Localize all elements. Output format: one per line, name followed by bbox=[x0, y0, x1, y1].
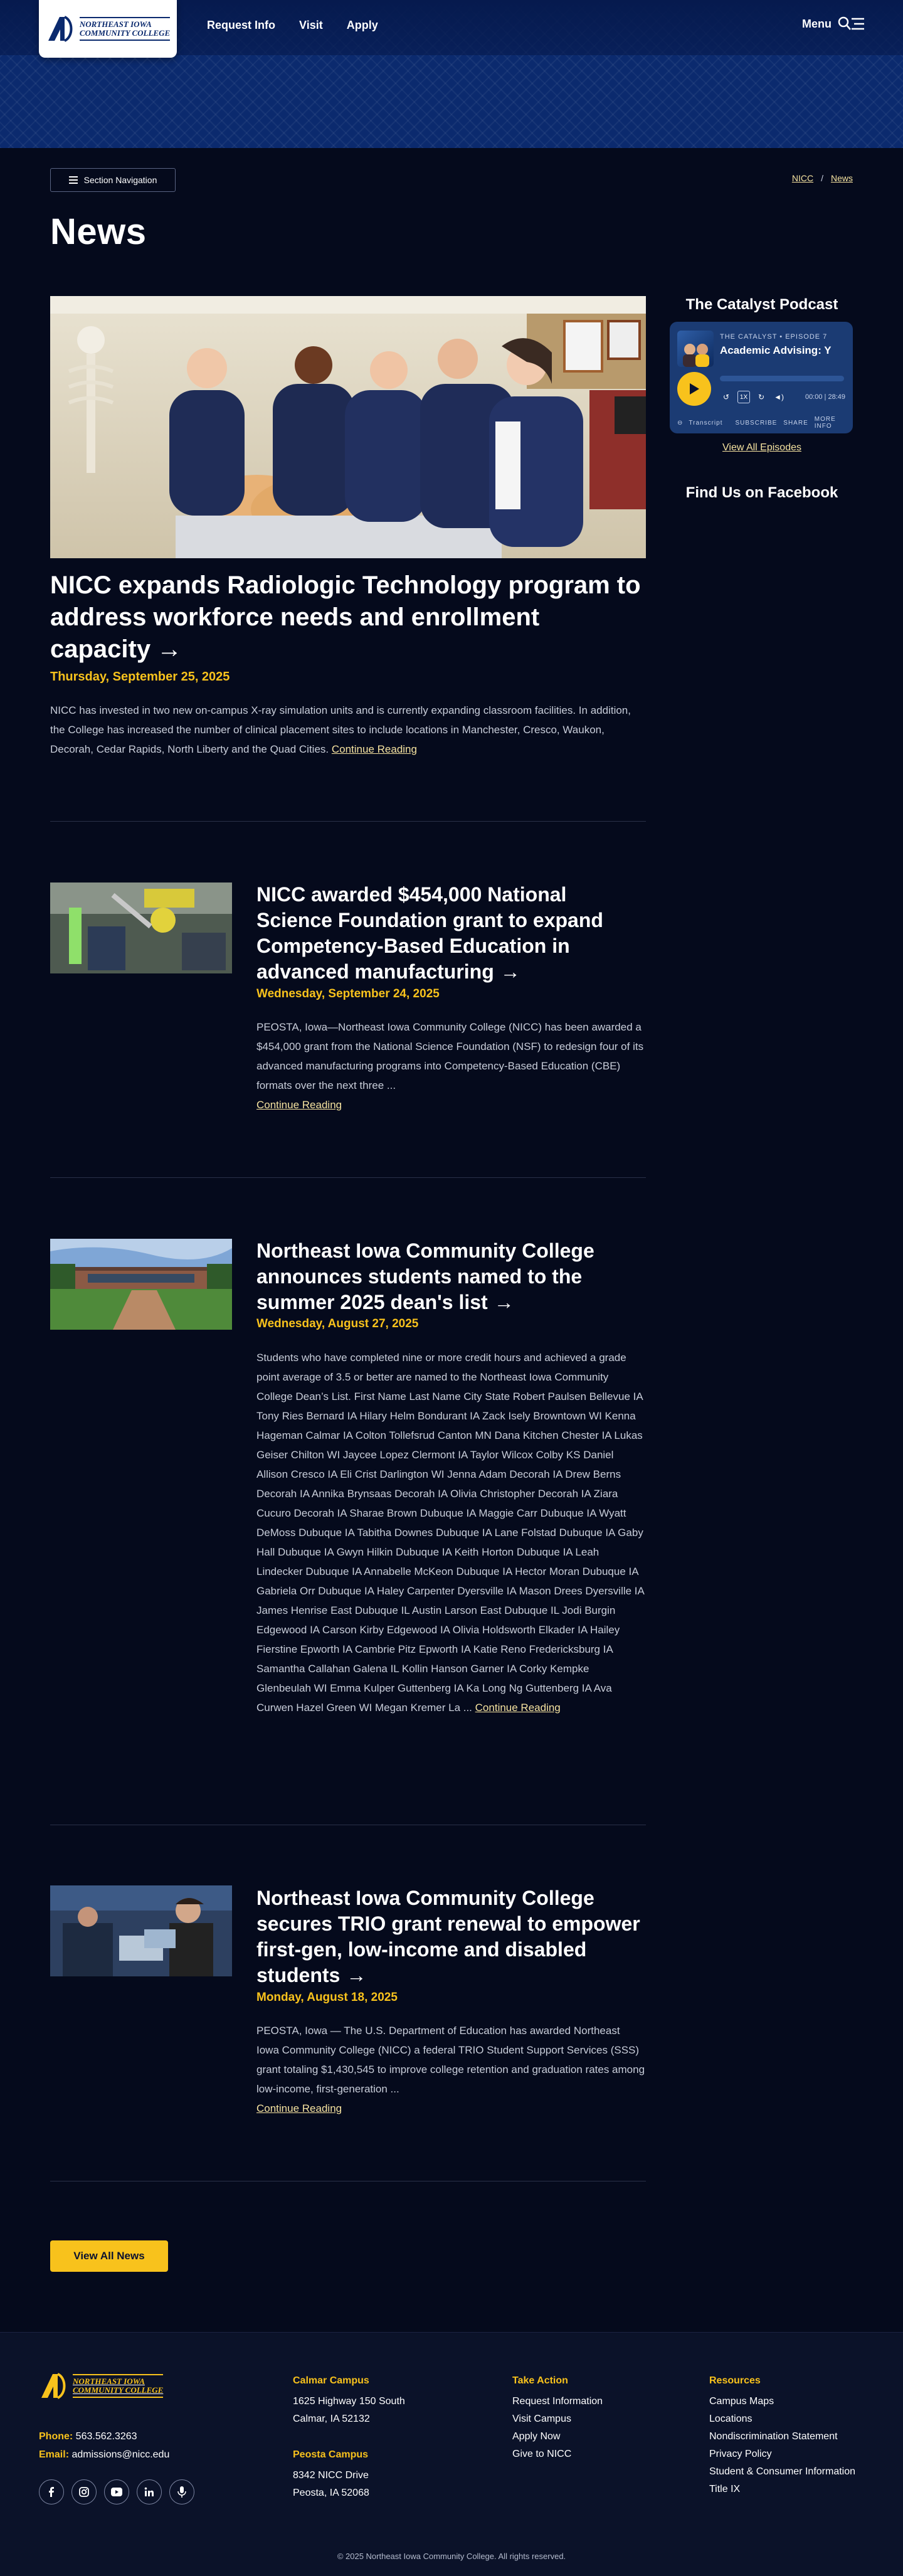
continue-reading-link[interactable]: Continue Reading bbox=[331, 743, 417, 755]
podcast-progress-bar[interactable] bbox=[720, 376, 844, 381]
facebook-heading: Find Us on Facebook bbox=[685, 484, 838, 501]
podcast-time: 00:00 | 28:49 bbox=[805, 393, 845, 401]
copyright: © 2025 Northeast Iowa Community College. All rights reserved. bbox=[337, 2552, 566, 2561]
site-header bbox=[0, 0, 903, 148]
footer-calmar-campus bbox=[293, 2375, 405, 2502]
play-icon bbox=[689, 383, 700, 395]
give-to-nicc-link[interactable]: Give to NICC bbox=[512, 2449, 572, 2459]
volume-icon[interactable]: ◄) bbox=[774, 393, 784, 401]
article-excerpt-text: PEOSTA, Iowa — The U.S. Department of Education has awarded Northeast Iowa Community College (NICC) a federal TRIO Student Support Services (SSS) grant totaling $1,430,545 to improve college retention and graduation rates among low-income, first-generation ... bbox=[256, 2025, 645, 2095]
more-info-link[interactable]: MORE INFO bbox=[814, 416, 836, 430]
divider bbox=[50, 1177, 646, 1178]
calmar-address-2: Calmar, IA 52132 bbox=[293, 2414, 370, 2424]
playback-speed[interactable]: 1X bbox=[737, 391, 750, 403]
campus-building-photo bbox=[50, 1239, 232, 1330]
article-thumbnail[interactable] bbox=[50, 883, 232, 973]
article-thumbnail[interactable] bbox=[50, 1885, 232, 1976]
continue-reading-link[interactable]: Continue Reading bbox=[475, 1702, 561, 1714]
podcast-controls bbox=[720, 391, 845, 403]
podcast-footer bbox=[670, 412, 853, 433]
share-link[interactable]: SHARE bbox=[783, 419, 808, 427]
featured-excerpt-text: NICC has invested in two new on-campus X-ray simulation units and is currently expanding classroom facilities. In addition, the College has increased the number of clinical placement sites to include locations in Manchester, Cresco, Waukon, Decorah, Cedar Rapids, North Liberty and the Quad Cities. bbox=[50, 704, 631, 755]
footer-logo-link[interactable] bbox=[39, 2372, 163, 2400]
footer-email bbox=[39, 2449, 169, 2461]
featured-title-text[interactable]: NICC expands Radiologic Technology program to address workforce needs and enrollment capacity bbox=[50, 571, 641, 663]
nicc-logo-icon bbox=[39, 2372, 68, 2400]
email-link[interactable]: admissions@nicc.edu bbox=[71, 2449, 170, 2460]
list-icon bbox=[69, 176, 78, 184]
request-information-link[interactable]: Request Information bbox=[512, 2396, 603, 2407]
article-excerpt-text: PEOSTA, Iowa—Northeast Iowa Community College (NICC) has been awarded a $454,000 grant from the National Science Foundation (NSF) to redesign four of its advanced manufacturing programs into Competency-Based Education (CBE) formats over the next three ... bbox=[256, 1021, 644, 1091]
breadcrumb bbox=[792, 173, 853, 183]
footer-resources bbox=[709, 2375, 855, 2498]
take-action-heading: Take Action bbox=[512, 2375, 568, 2386]
podcast-kicker: THE CATALYST • EPISODE 7 bbox=[720, 333, 828, 341]
site-footer bbox=[0, 2332, 903, 2576]
podcast-hosts-icon bbox=[677, 331, 714, 367]
instagram-icon[interactable] bbox=[71, 2479, 97, 2504]
view-all-news-button[interactable]: View All News bbox=[50, 2240, 168, 2272]
article-excerpt-text: Students who have completed nine or more credit hours and achieved a grade point average of 3.5 or better are named to the Northeast Iowa Community College Dean’s List. First Name Last Name City State Robert Paulsen Bellevue IA Tony Ries Bernard IA Hilary Helm Bondurant IA Zack Isely Browntown WI Kenna Hageman Calmar IA Colton Tollefsrud Canton MN Dana Kitchen Chester IA Lukas Geiser Chilton WI Jaycee Lopez Clermont IA Taylor Wilcox Colby KS Daniel Allison Cresco IA Eli Crist Darlington WI Jenna Adam Decorah IA Drew Berns Decorah IA Annika Brynsaas Decorah IA Olivia Christopher Decorah IA Ziara Cucuro Decorah IA Sharae Brown Dubuque IA Maggie Carr Dubuque IA Wyatt DeMoss Dubuque IA Tabitha Downes Dubuque IA Lane Folstad Dubuque IA Gaby Hall Dubuque IA Gwyn Hilkin Dubuque IA Keith Horton Dubuque IA Leah Lindecker Dubuque IA Annabelle McKeon Dubuque IA Hector Moran Dubuque IA Gabriela Orr Dubuque IA Haley Carpenter Dyersville IA Mason Drees Dyersville IA James Henrise East Dubuque IL Austin Larson East Dubuque IL Jodi Burgin Edgewood IA Carson Kirby Edgewood IA Olivia Holdsworth Elkader IA Hailey Fierstine Epworth IA Cambrie Pitz Epworth IA Katie Reno Fredericksburg IA Samantha Callahan Galena IL Kollin Hanson Garner IA Corky Kempke Glenbeulah WI Emma Kulper Guttenberg IA Ka Long Ng Guttenberg IA Ava Curwen Hazel Green WI Megan Kremer La ... bbox=[256, 1352, 644, 1714]
footer-logo-text bbox=[73, 2374, 163, 2397]
nav-visit[interactable]: Visit bbox=[299, 19, 323, 31]
phone-label: Phone: bbox=[39, 2431, 73, 2442]
view-all-episodes-link[interactable]: View All Episodes bbox=[722, 442, 801, 453]
logo-line-2: COMMUNITY COLLEGE bbox=[79, 28, 171, 38]
article-thumbnail[interactable] bbox=[50, 1239, 232, 1330]
forward-icon[interactable]: ↻ bbox=[758, 393, 765, 401]
social-links bbox=[39, 2479, 194, 2504]
nondiscrimination-link[interactable]: Nondiscrimination Statement bbox=[709, 2431, 838, 2442]
breadcrumb-current[interactable]: News bbox=[830, 173, 853, 183]
transcript-icon[interactable]: ⊖ bbox=[677, 419, 683, 427]
resources-heading: Resources bbox=[709, 2375, 761, 2386]
title-ix-link[interactable]: Title IX bbox=[709, 2484, 741, 2494]
peosta-address-1: 8342 NICC Drive bbox=[293, 2470, 369, 2481]
peosta-heading: Peosta Campus bbox=[293, 2449, 369, 2460]
article-title-text[interactable]: Northeast Iowa Community College secures TRIO grant renewal to empower first-gen, low-income and disabled students bbox=[256, 1887, 640, 1986]
featured-article-excerpt bbox=[50, 701, 646, 759]
apply-now-link[interactable]: Apply Now bbox=[512, 2431, 561, 2442]
student-consumer-info-link[interactable]: Student & Consumer Information bbox=[709, 2466, 856, 2477]
play-button[interactable] bbox=[677, 372, 711, 406]
breadcrumb-separator: / bbox=[821, 173, 823, 183]
students-computer-lab-photo bbox=[50, 1885, 232, 1976]
arrow-right-icon[interactable]: → bbox=[500, 960, 520, 983]
page-title: News bbox=[50, 211, 147, 252]
footer-logo-line-1: NORTHEAST IOWA bbox=[73, 2377, 145, 2387]
nicc-logo-icon bbox=[46, 14, 75, 43]
arrow-right-icon[interactable]: → bbox=[157, 635, 182, 663]
privacy-policy-link[interactable]: Privacy Policy bbox=[709, 2449, 772, 2459]
podcast-heading: The Catalyst Podcast bbox=[685, 296, 838, 313]
subscribe-link[interactable]: SUBSCRIBE bbox=[735, 419, 778, 427]
article-excerpt bbox=[256, 1017, 645, 1115]
continue-reading-link[interactable]: Continue Reading bbox=[256, 1099, 342, 1111]
footer-phone bbox=[39, 2431, 137, 2442]
article-title-text[interactable]: Northeast Iowa Community College announces students named to the summer 2025 dean's list bbox=[256, 1239, 594, 1313]
calmar-heading: Calmar Campus bbox=[293, 2375, 369, 2386]
robotics-lab-photo bbox=[50, 883, 232, 973]
article-title[interactable] bbox=[256, 882, 645, 985]
section-navigation-button[interactable] bbox=[50, 168, 176, 192]
logo-text bbox=[80, 17, 170, 40]
linkedin-icon[interactable] bbox=[137, 2479, 162, 2504]
featured-article-title[interactable] bbox=[50, 570, 646, 665]
podcast-cover-art bbox=[677, 331, 714, 367]
logo-line-1: NORTHEAST IOWA bbox=[79, 19, 152, 29]
featured-article-date: Thursday, September 25, 2025 bbox=[50, 670, 230, 684]
nav-request-info[interactable]: Request Info bbox=[207, 19, 276, 31]
arrow-right-icon[interactable]: → bbox=[494, 1291, 514, 1313]
article-date: Wednesday, September 24, 2025 bbox=[256, 987, 440, 1000]
featured-article-image[interactable] bbox=[50, 296, 646, 558]
menu-label[interactable]: Menu bbox=[802, 17, 832, 30]
search-menu-icon[interactable] bbox=[838, 16, 865, 31]
youtube-icon[interactable] bbox=[104, 2479, 129, 2504]
article-excerpt bbox=[256, 1348, 645, 1717]
email-label: Email: bbox=[39, 2449, 70, 2460]
divider bbox=[50, 821, 646, 822]
breadcrumb-home[interactable]: NICC bbox=[791, 173, 814, 183]
locations-link[interactable]: Locations bbox=[709, 2414, 752, 2424]
menu-area[interactable] bbox=[802, 16, 865, 31]
transcript-link[interactable]: Transcript bbox=[689, 419, 723, 427]
nicc-logo-link[interactable] bbox=[39, 0, 177, 58]
visit-campus-link[interactable]: Visit Campus bbox=[512, 2414, 571, 2424]
arrow-right-icon[interactable]: → bbox=[346, 1964, 367, 1986]
article-excerpt bbox=[256, 2021, 645, 2118]
podcast-player bbox=[670, 322, 853, 433]
footer-take-action bbox=[512, 2375, 603, 2463]
calmar-address-1: 1625 Highway 150 South bbox=[293, 2396, 405, 2407]
podcast-icon[interactable] bbox=[169, 2479, 194, 2504]
article-title[interactable] bbox=[256, 1238, 645, 1315]
campus-maps-link[interactable]: Campus Maps bbox=[709, 2396, 774, 2407]
facebook-icon[interactable] bbox=[39, 2479, 64, 2504]
article-date: Monday, August 18, 2025 bbox=[256, 1991, 398, 2004]
podcast-episode-title: Academic Advising: Y bbox=[720, 344, 832, 356]
phone-link[interactable]: 563.562.3263 bbox=[75, 2431, 137, 2442]
continue-reading-link[interactable]: Continue Reading bbox=[256, 2102, 342, 2114]
nav-apply[interactable]: Apply bbox=[346, 19, 378, 31]
main-nav bbox=[207, 19, 378, 32]
article-title-text[interactable]: NICC awarded $454,000 National Science Foundation grant to expand Competency-Based Education in advanced manufacturing bbox=[256, 883, 603, 983]
footer-logo-line-2: COMMUNITY COLLEGE bbox=[73, 2385, 164, 2395]
section-navigation-label: Section Navigation bbox=[83, 175, 157, 185]
article-title[interactable] bbox=[256, 1885, 645, 1988]
peosta-address-2: Peosta, IA 52068 bbox=[293, 2488, 369, 2498]
article-date: Wednesday, August 27, 2025 bbox=[256, 1317, 419, 1330]
rewind-icon[interactable]: ↺ bbox=[722, 393, 730, 401]
radiology-students-photo bbox=[50, 296, 646, 558]
